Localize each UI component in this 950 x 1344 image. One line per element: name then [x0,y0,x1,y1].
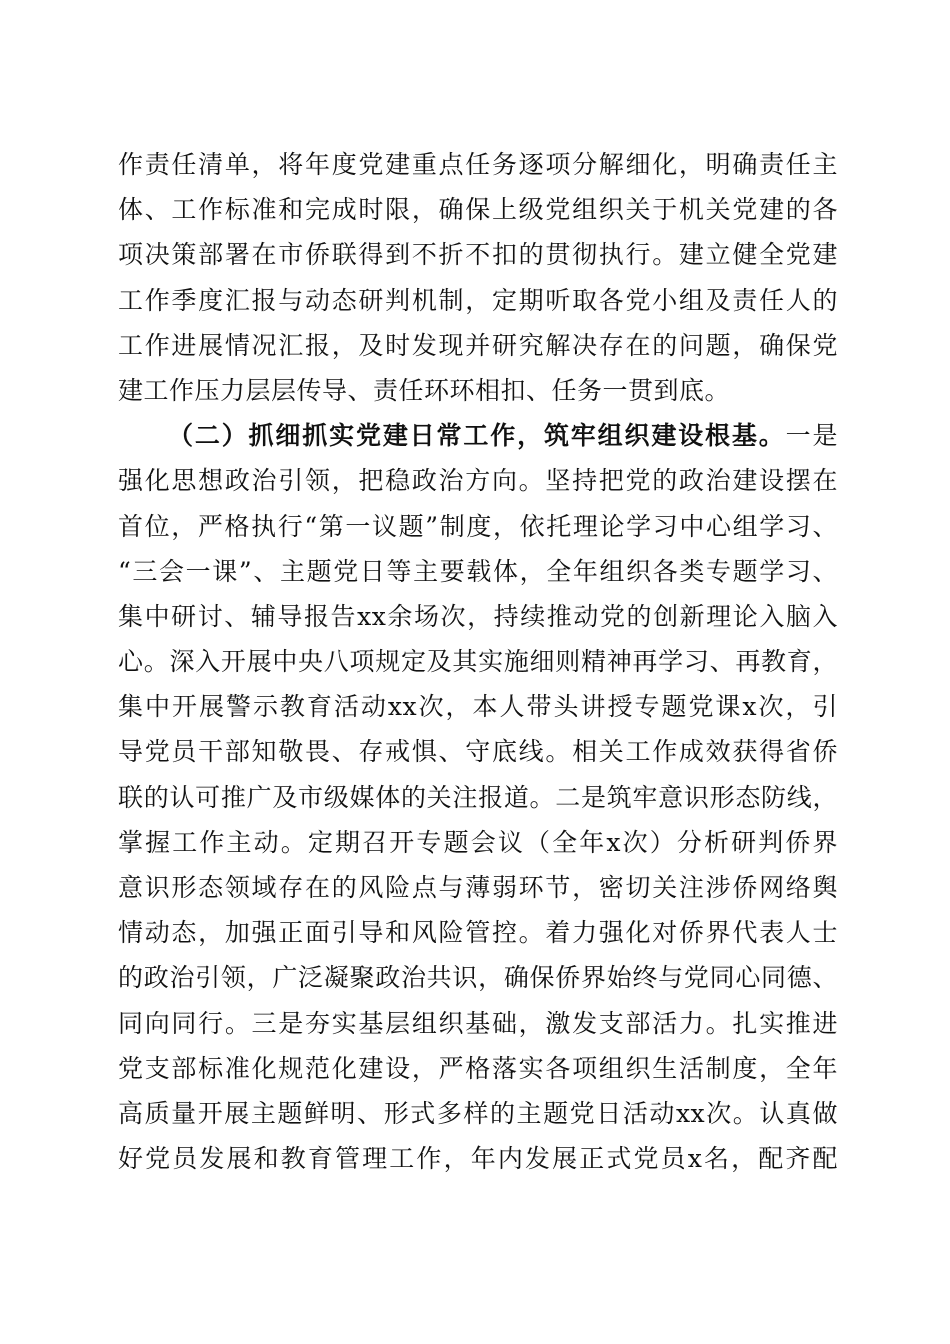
text-line: 的政治引领，广泛凝聚政治共识，确保侨界始终与党同心同德、 [118,963,838,993]
paragraph-1 [118,142,838,413]
text-line: 联的认可推广及市级媒体的关注报道。二是筑牢意识形态防线， [118,782,838,812]
text-line: 集中开展警示教育活动xx次，本人带头讲授专题党课x次，引 [118,692,838,722]
text-line: 党支部标准化规范化建设，严格落实各项组织生活制度，全年 [118,1053,838,1083]
text-line: 心。深入开展中央八项规定及其实施细则精神再学习、再教育， [118,647,838,677]
text-line: 强化思想政治引领，把稳政治方向。坚持把党的政治建设摆在 [118,466,838,496]
text-line: 掌握工作主动。定期召开专题会议（全年x次）分析研判侨界 [118,827,838,857]
text-line: 工作进展情况汇报，及时发现并研究解决存在的问题，确保党 [118,330,838,360]
section-heading-line [118,413,838,458]
text-line: 工作季度汇报与动态研判机制，定期听取各党小组及责任人的 [118,285,838,315]
text-fragment: 一是 [785,421,838,451]
paragraph-2 [118,413,838,1181]
text-line: 项决策部署在市侨联得到不折不扣的贯彻执行。建立健全党建 [118,240,838,270]
text-line: 高质量开展主题鲜明、形式多样的主题党日活动xx次。认真做 [118,1098,838,1128]
text-line: 情动态，加强正面引导和风险管控。着力强化对侨界代表人士 [118,918,838,948]
text-line: 作责任清单，将年度党建重点任务逐项分解细化，明确责任主 [118,150,838,179]
text-line: 建工作压力层层传导、责任环环相扣、任务一贯到底。 [118,375,731,405]
text-line: “三会一课”、主题党日等主要载体，全年组织各类专题学习、 [118,556,838,586]
text-line: 同向同行。三是夯实基层组织基础，激发支部活力。扎实推进 [118,1008,838,1038]
text-line: 意识形态领域存在的风险点与薄弱环节，密切关注涉侨网络舆 [118,873,838,902]
body-text [118,142,838,1181]
text-line: 体、工作标准和完成时限，确保上级党组织关于机关党建的各 [118,195,838,225]
text-line: 导党员干部知敬畏、存戒惧、守底线。相关工作成效获得省侨 [118,737,838,767]
section-heading: （二）抓细抓实党建日常工作，筑牢组织建设根基。 [168,421,786,451]
text-line: 集中研讨、辅导报告xx余场次，持续推动党的创新理论入脑入 [118,601,838,631]
text-line: 首位，严格执行“第一议题”制度，依托理论学习中心组学习、 [118,511,838,541]
text-line: 好党员发展和教育管理工作，年内发展正式党员x名，配齐配 [118,1144,838,1174]
